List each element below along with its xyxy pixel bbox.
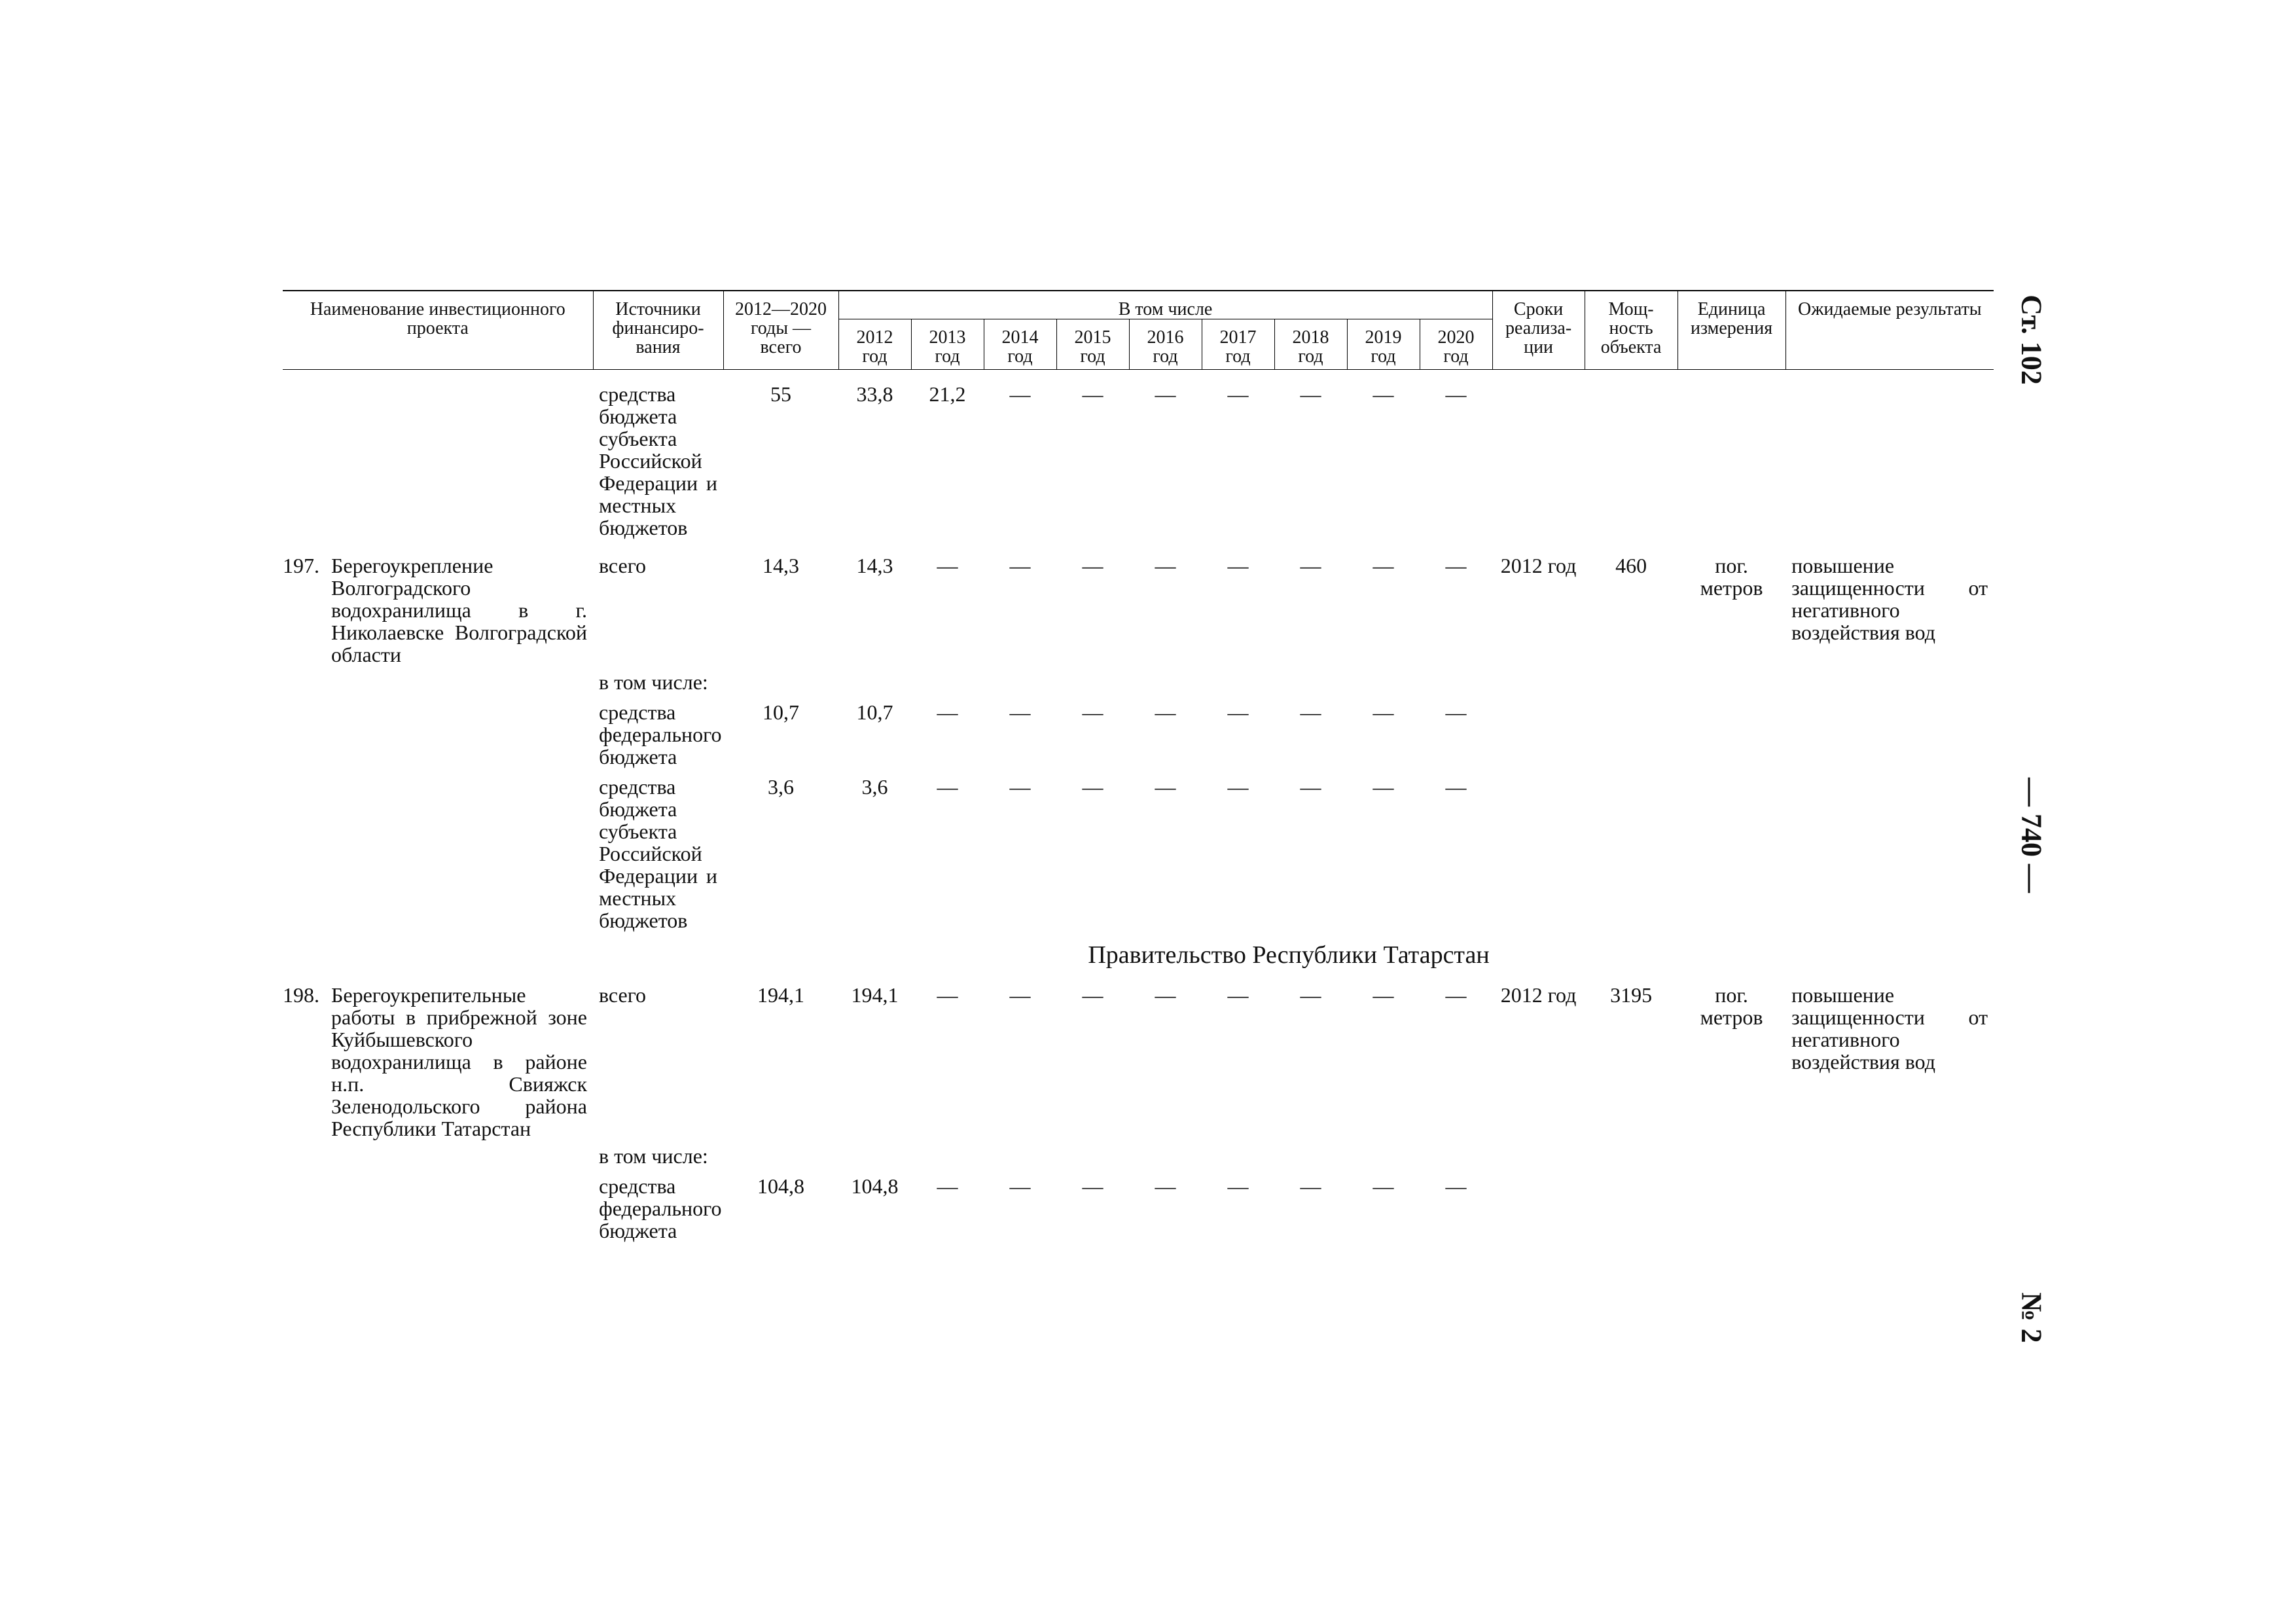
year-cell: 104,8: [851, 1174, 899, 1198]
year-cell: 14,3: [856, 554, 893, 577]
table-row: [283, 383, 2000, 554]
year-cell: —: [1082, 775, 1103, 799]
year-cell: —: [1082, 700, 1103, 724]
year-cell: —: [1009, 775, 1031, 799]
header-year: 2012 год: [838, 319, 911, 370]
project-name: Берегоукрепительные работы в прибрежной зоне Куйбышевского водохранилища в районе н.п. Свияжск Зеленодольского района Республики Татарстан: [331, 983, 587, 1140]
source-cell: средства федерального бюджета: [599, 1174, 722, 1242]
year-cell: —: [1155, 983, 1176, 1007]
project-197-name-cell: [283, 554, 593, 666]
table-row: [283, 554, 2000, 666]
total-cell: 14,3: [762, 554, 799, 577]
year-cell: —: [1300, 983, 1321, 1007]
table-row: [283, 984, 2000, 1140]
year-cell: —: [1445, 554, 1467, 577]
table-row: [283, 1175, 2000, 1242]
section-title: Правительство Республики Татарстан: [1088, 941, 1490, 969]
year-cell: —: [1082, 983, 1103, 1007]
source-cell: всего: [599, 983, 647, 1007]
table-row: [283, 701, 2000, 776]
year-cell: —: [937, 700, 958, 724]
year-cell: —: [937, 983, 958, 1007]
result-cell: повышение защищенности от негативного воздействия вод: [1791, 983, 1988, 1074]
capacity-cell: 460: [1615, 554, 1647, 577]
source-cell: средства федерального бюджета: [599, 700, 722, 768]
year-cell: —: [1372, 700, 1394, 724]
total-cell: 55: [770, 382, 791, 406]
project-198-name-cell: [283, 984, 593, 1140]
year-cell: —: [1445, 775, 1467, 799]
source-cell: средства бюджета субъекта Российской Федерации и местных бюджетов: [599, 382, 717, 539]
year-cell: 21,2: [929, 382, 966, 406]
year-cell: —: [1009, 554, 1031, 577]
year-cell: —: [1445, 983, 1467, 1007]
unit-cell: пог. метров: [1700, 554, 1763, 600]
year-cell: —: [1300, 775, 1321, 799]
year-cell: —: [1155, 1174, 1176, 1198]
header-including: В том числе: [838, 291, 1492, 319]
total-cell: 194,1: [757, 983, 804, 1007]
year-cell: —: [937, 1174, 958, 1198]
year-cell: —: [1372, 554, 1394, 577]
header-capacity: Мощ-ность объекта: [1585, 291, 1677, 370]
header-year: 2016 год: [1129, 319, 1202, 370]
year-cell: —: [1445, 1174, 1467, 1198]
year-cell: —: [1155, 700, 1176, 724]
year-cell: —: [1227, 1174, 1249, 1198]
year-cell: 33,8: [856, 382, 893, 406]
year-cell: —: [1227, 700, 1249, 724]
header-row: [283, 291, 2000, 319]
year-cell: —: [1009, 983, 1031, 1007]
header-name: Наименование инвестиционного проекта: [283, 291, 593, 370]
source-cell: средства бюджета субъекта Российской Федерации и местных бюджетов: [599, 775, 717, 932]
year-cell: —: [1300, 554, 1321, 577]
year-cell: —: [1227, 382, 1249, 406]
year-cell: —: [1227, 775, 1249, 799]
header-terms: Сроки реализа-ции: [1492, 291, 1585, 370]
header-year: 2017 год: [1202, 319, 1274, 370]
year-cell: —: [1009, 700, 1031, 724]
year-cell: —: [1155, 775, 1176, 799]
source-cell: всего: [599, 554, 647, 577]
header-year: 2018 год: [1274, 319, 1347, 370]
capacity-cell: 3195: [1610, 983, 1653, 1007]
year-cell: —: [1155, 382, 1176, 406]
year-cell: —: [1227, 983, 1249, 1007]
section-row: [283, 939, 2000, 984]
year-cell: —: [1372, 775, 1394, 799]
year-cell: —: [1155, 554, 1176, 577]
header-year: 2013 год: [911, 319, 984, 370]
project-name: Берегоукрепление Волгоградского водохранилища в г. Николаевске Волгоградской области: [331, 554, 587, 666]
total-cell: 104,8: [757, 1174, 804, 1198]
header-total: 2012—2020 годы — всего: [723, 291, 838, 370]
header-sources: Источники финансиро-вания: [593, 291, 723, 370]
including-label: в том числе:: [599, 670, 708, 694]
year-cell: —: [1372, 1174, 1394, 1198]
header-year: 2019 год: [1347, 319, 1420, 370]
year-cell: —: [1300, 382, 1321, 406]
table-row: [283, 1140, 2000, 1175]
year-cell: —: [1009, 1174, 1031, 1198]
year-cell: —: [1372, 382, 1394, 406]
table-row: [283, 776, 2000, 939]
year-cell: —: [937, 775, 958, 799]
including-label: в том числе:: [599, 1144, 708, 1168]
result-cell: повышение защищенности от негативного воздействия вод: [1791, 554, 1988, 644]
header-separator: [283, 370, 2000, 384]
header-year: 2020 год: [1420, 319, 1492, 370]
terms-cell: 2012 год: [1500, 983, 1577, 1007]
header-results: Ожидаемые результаты: [1785, 291, 1994, 370]
header-year: 2015 год: [1056, 319, 1129, 370]
year-cell: —: [1445, 382, 1467, 406]
year-cell: —: [1445, 700, 1467, 724]
year-cell: —: [1300, 1174, 1321, 1198]
total-cell: 3,6: [768, 775, 794, 799]
year-cell: —: [1082, 1174, 1103, 1198]
total-cell: 10,7: [762, 700, 799, 724]
header-unit: Единица измерения: [1677, 291, 1785, 370]
table-row: [283, 666, 2000, 701]
year-cell: —: [1372, 983, 1394, 1007]
investment-projects-table: [283, 290, 2000, 1242]
year-cell: —: [1082, 554, 1103, 577]
year-cell: —: [1009, 382, 1031, 406]
unit-cell: пог. метров: [1700, 983, 1763, 1029]
terms-cell: 2012 год: [1500, 554, 1577, 577]
year-cell: —: [1227, 554, 1249, 577]
year-cell: 10,7: [856, 700, 893, 724]
year-cell: —: [1300, 700, 1321, 724]
header-year: 2014 год: [984, 319, 1056, 370]
project-number: 198.: [283, 983, 319, 1007]
project-number: 197.: [283, 554, 319, 577]
year-cell: 194,1: [851, 983, 899, 1007]
year-cell: 3,6: [861, 775, 888, 799]
year-cell: —: [1082, 382, 1103, 406]
year-cell: —: [937, 554, 958, 577]
